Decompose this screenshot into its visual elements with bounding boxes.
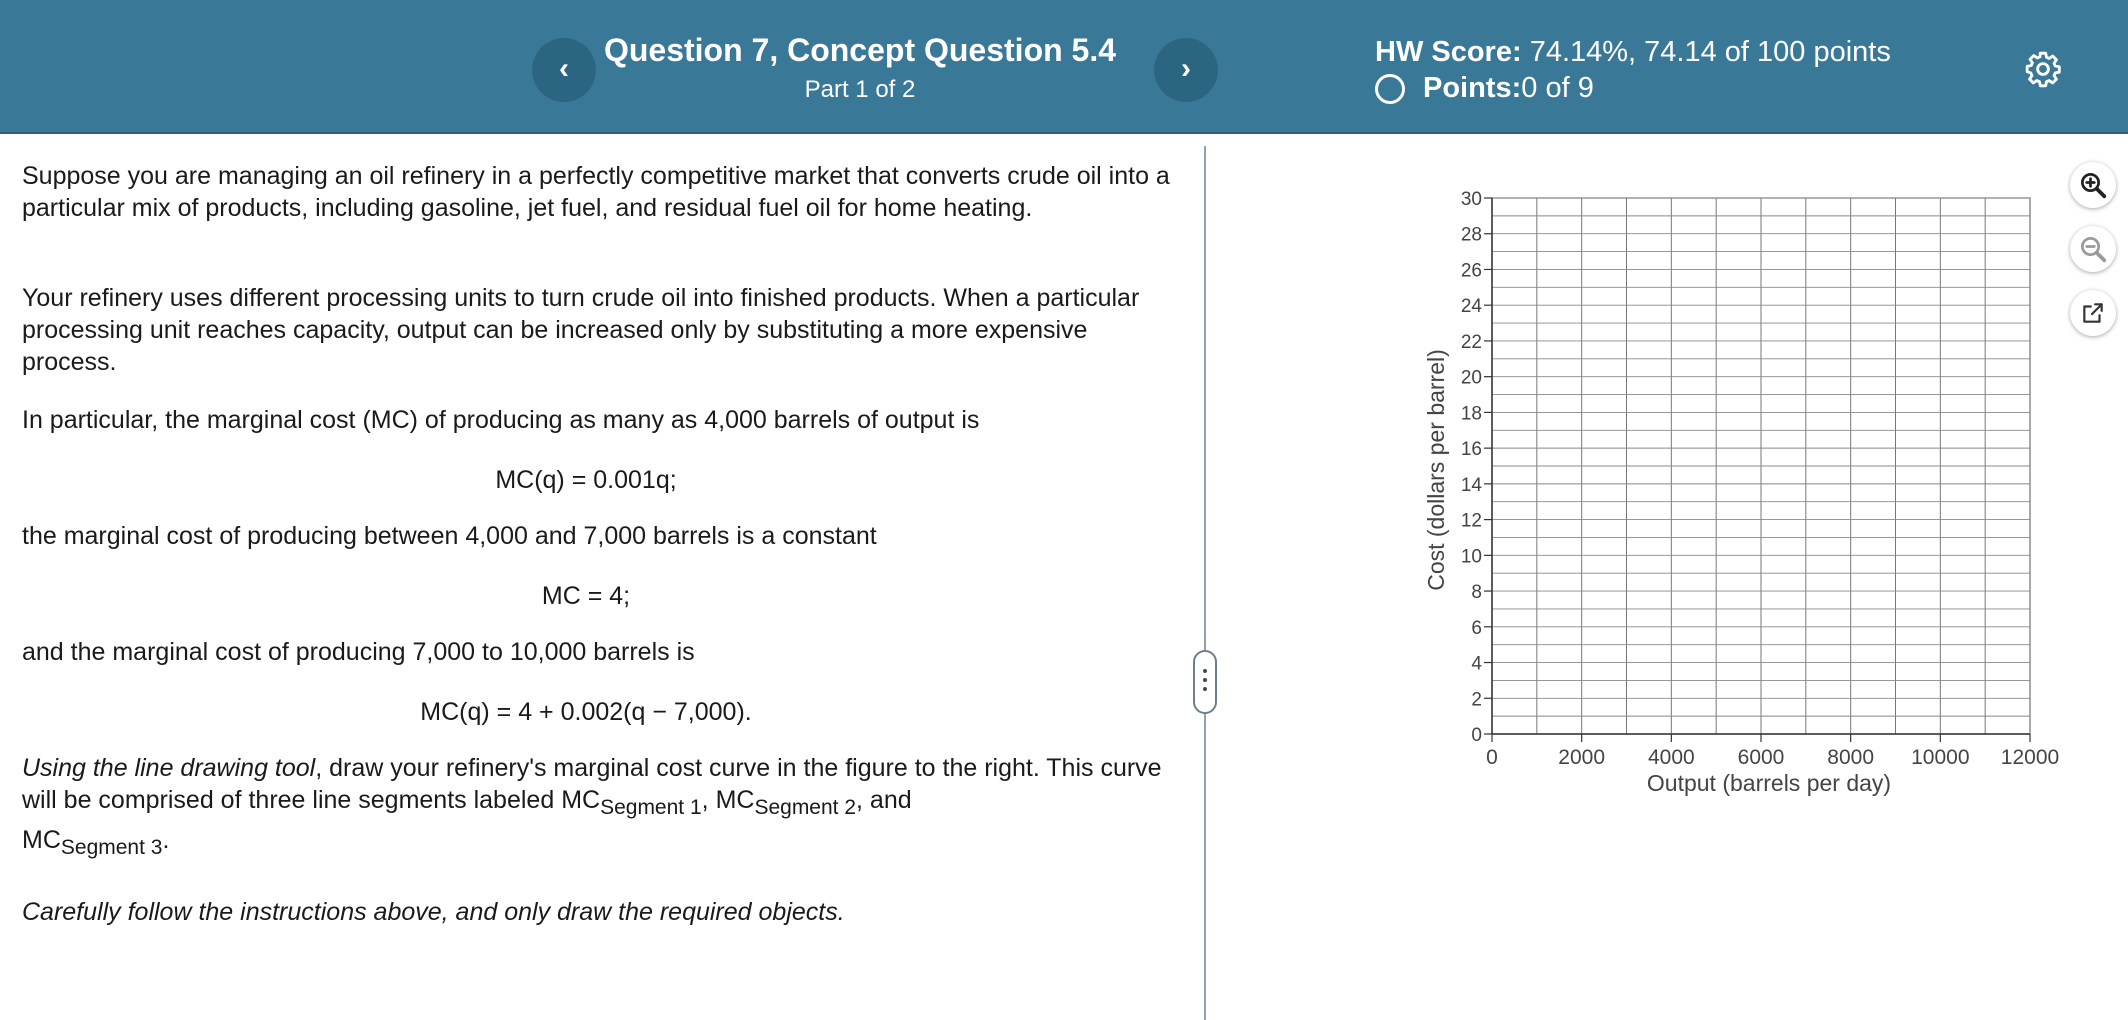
graph-tools <box>2070 162 2120 354</box>
panel-resize-handle[interactable] <box>1193 650 1217 714</box>
y-tick-label: 26 <box>1460 260 1482 282</box>
popout-button[interactable] <box>2070 290 2116 336</box>
x-tick-label: 8000 <box>1827 746 1875 769</box>
y-tick-label: 12 <box>1460 510 1482 532</box>
x-tick-label: 4000 <box>1647 746 1695 769</box>
y-tick-label: 0 <box>1471 725 1482 746</box>
marginal-cost-graph[interactable] <box>1410 180 2070 820</box>
question-paragraph-7: Carefully follow the instructions above, and only draw the required objects. <box>22 898 845 926</box>
points <box>1375 72 1594 105</box>
y-tick-label: 4 <box>1471 653 1482 675</box>
previous-question-button[interactable]: ‹ <box>532 38 596 102</box>
y-tick-label: 8 <box>1471 582 1482 604</box>
mc-label-1: MC <box>561 786 601 814</box>
x-tick-label: 0 <box>1486 746 1498 769</box>
question-paragraph-5: and the marginal cost of producing 7,000 to 10,000 barrels is <box>22 638 695 666</box>
points-status-icon <box>1375 74 1405 104</box>
zoom-in-icon <box>2078 170 2108 200</box>
question-paragraph-1: Suppose you are managing an oil refinery in a perfectly competitive market that converts crude oil into a particular mix of products, including gasoline, jet fuel, and residual fuel oil for home heating. <box>22 162 1170 222</box>
x-tick-label: 2000 <box>1558 746 1606 769</box>
hw-score-label: HW Score: <box>1375 36 1522 68</box>
popout-icon <box>2080 300 2106 326</box>
y-tick-label: 18 <box>1460 403 1482 425</box>
line-tool-reference: Using the line drawing tool <box>22 754 316 782</box>
x-tick-label: 12000 <box>2000 746 2060 769</box>
header-bar <box>0 0 2128 134</box>
y-tick-label: 22 <box>1460 331 1482 353</box>
question-paragraph-3: In particular, the marginal cost (MC) of producing as many as 4,000 barrels of output is <box>22 406 980 434</box>
mc-label-2: MC <box>715 786 755 814</box>
zoom-in-button[interactable] <box>2070 162 2116 208</box>
next-question-button[interactable]: › <box>1154 38 1218 102</box>
x-tick-label: 6000 <box>1737 746 1785 769</box>
zoom-out-button[interactable] <box>2070 226 2116 272</box>
equation-mc-segment-2: MC = 4; <box>541 582 631 610</box>
segment-1-subscript: Segment 1 <box>600 796 702 819</box>
equation-mc-segment-3: MC(q) = 4 + 0.002(q − 7,000). <box>420 698 752 726</box>
hw-score <box>1375 36 1891 69</box>
separator: , <box>701 786 716 814</box>
y-tick-label: 24 <box>1460 296 1482 318</box>
x-tick-label: 10000 <box>1911 746 1970 769</box>
y-axis-label: Cost (dollars per barrel) <box>1423 349 1449 591</box>
mc-label-3: MC <box>22 826 61 854</box>
y-tick-label: 20 <box>1460 367 1482 389</box>
instruction-text: , draw your refinery's marginal cost curve in the figure to the right. This curve will be comprised of three line segments labeled <box>22 754 1162 814</box>
points-value: 0 of 9 <box>1521 72 1594 104</box>
zoom-out-icon <box>2078 234 2108 264</box>
y-tick-label: 2 <box>1471 689 1482 711</box>
y-tick-label: 6 <box>1471 617 1482 639</box>
question-part: Part 1 of 2 <box>804 76 916 103</box>
segment-2-subscript: Segment 2 <box>754 796 857 819</box>
separator: . <box>162 826 170 854</box>
y-tick-label: 14 <box>1460 474 1482 496</box>
hw-score-value: 74.14%, 74.14 of 100 points <box>1521 36 1891 68</box>
separator: , and <box>856 786 912 814</box>
gear-icon[interactable] <box>2024 50 2062 88</box>
question-paragraph-4: the marginal cost of producing between 4,000 and 7,000 barrels is a constant <box>22 522 877 550</box>
points-label: Points: <box>1423 72 1522 104</box>
question-paragraph-2: Your refinery uses different processing units to turn crude oil into finished products. When a particular processing unit reaches capacity, output can be increased only by substituting a more expensive process. <box>22 284 1140 376</box>
panel-divider <box>1204 146 1206 1020</box>
y-tick-label: 16 <box>1460 439 1482 461</box>
y-tick-label: 10 <box>1460 546 1482 568</box>
y-tick-label: 28 <box>1460 224 1482 246</box>
question-title: Question 7, Concept Question 5.4 <box>603 32 1117 68</box>
segment-3-subscript: Segment 3 <box>60 836 163 859</box>
question-paragraph-6 <box>22 752 1172 864</box>
y-tick-label: 30 <box>1460 189 1482 210</box>
x-axis-label: Output (barrels per day) <box>1646 770 1892 796</box>
equation-mc-segment-1: MC(q) = 0.001q; <box>495 466 677 494</box>
